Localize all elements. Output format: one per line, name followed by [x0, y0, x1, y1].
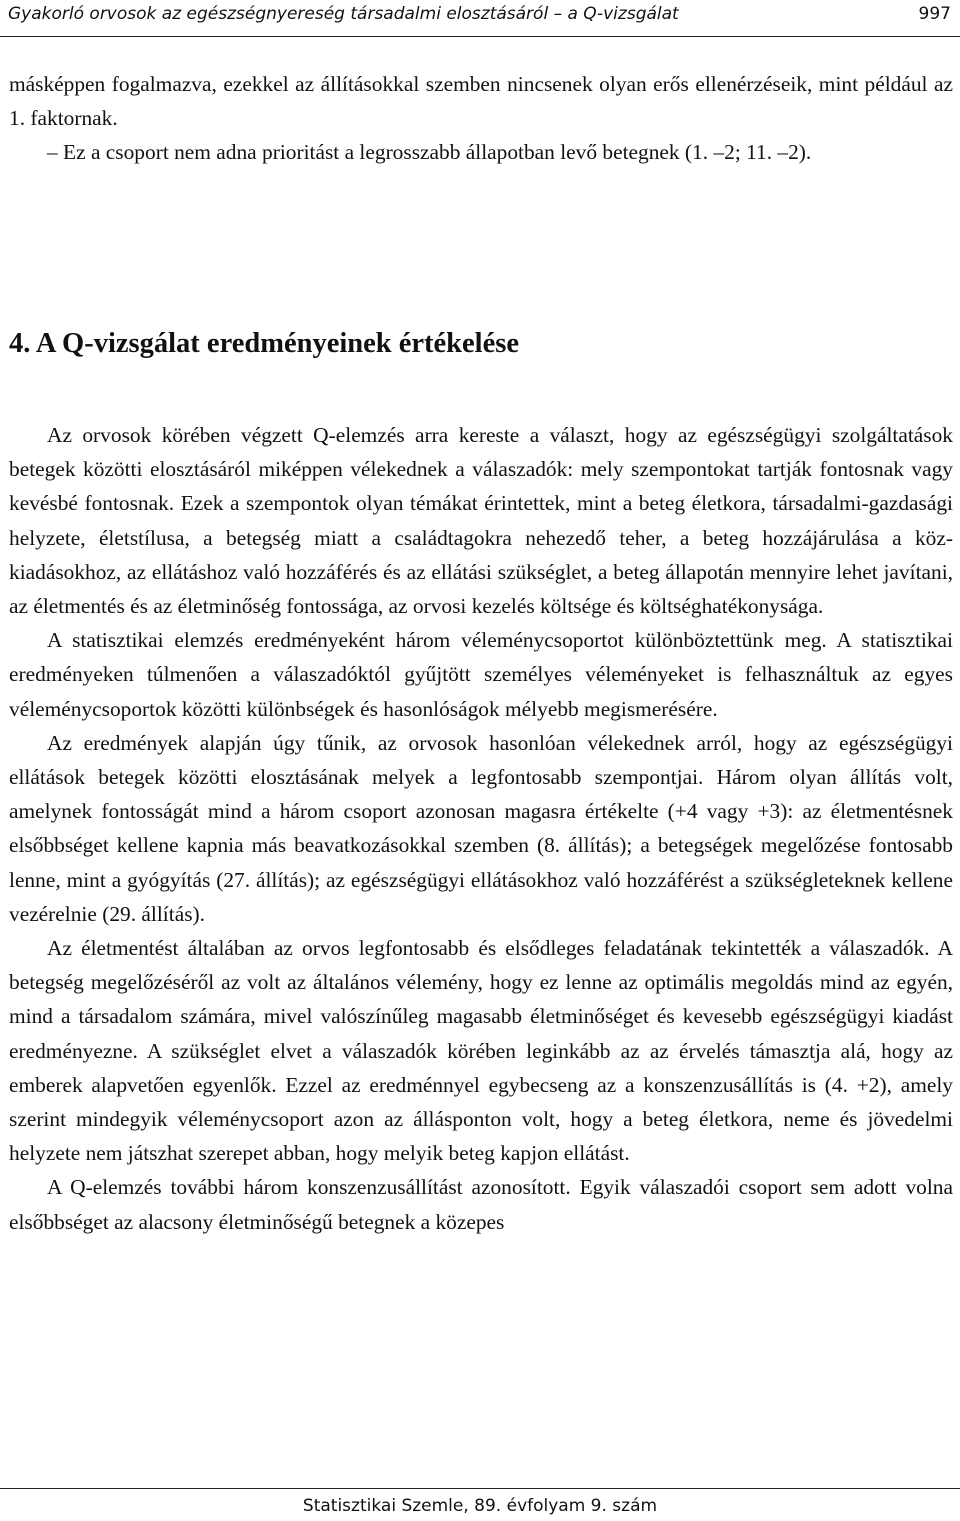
continuation-paragraph: másképpen fogalmazva, ezekkel az állításokkal szemben nincsenek olyan erős ellenérzéseik, mint például az 1. faktornak. [9, 72, 953, 131]
journal-citation: Statisztikai Szemle, 89. évfolyam 9. szám [302, 1496, 658, 1516]
section-body [9, 418, 953, 1239]
continuation-text [9, 67, 953, 170]
dash-list-item: – Ez a csoport nem adna prioritást a legrosszabb állapotban levő betegnek (1. –2; 11. –2). [47, 140, 812, 165]
running-header-title: Gyakorló orvosok az egészségnyereség társadalmi elosztásáról – a Q-vizsgálat [8, 4, 679, 24]
running-header [0, 0, 960, 37]
body-paragraph: Az orvosok körében végzett Q-elemzés arra kereste a választ, hogy az egészségügyi szolgáltatások betegek közötti elosztásáról miképpen vélekednek a válaszadók: mely szempontokat tartják fontosnak vagy kevésbé fontosnak. Ezek a szempontok olyan témákat érintettek, mint a beteg életkora, társadalmi-gazdasági helyzete, életstílusa, a betegség miatt a családtagokra nehezedő teher, a beteg hozzájárulása a közkiadásokhoz, az ellátáshoz való hozzáférés és az ellátási szükséglet, a beteg állapotán mennyire lehet javítani, az életmentés és az életminőség fontossága, az orvosi kezelés költsége és költséghatékonysága. [9, 423, 953, 619]
section-heading: 4. A Q-vizsgálat eredményeinek értékelése [9, 328, 519, 359]
body-paragraph: A Q-elemzés további három konszenzusállítást azonosított. Egyik válaszadói csoport sem adott volna elsőbbséget az alacsony életminőségű betegnek a közepes [9, 1175, 953, 1234]
body-paragraph: Az eredmények alapján úgy tűnik, az orvosok hasonlóan vélekednek arról, hogy az egészségügyi ellátások betegek közötti elosztásának melyek a legfontosabb szempontjai. Három olyan állítás volt, amelynek fontosságát mind a három csoport azonosan magasra értékelte (+4 vagy +3): az életmentésnek elsőbbséget kellene kapnia más beavatkozásokkal szemben (8. állítás); a betegségek megelőzése fontosabb lenne, mint a gyógyítás (27. állítás); az egészségügyi ellátásokhoz való hozzáférést a szükségleteknek kellene vezérelnie (29. állítás). [9, 730, 953, 926]
body-paragraph: Az életmentést általában az orvos legfontosabb és elsődleges feladatának tekintették a válaszadók. A betegség megelőzéséről az volt az általános vélemény, hogy ez lenne az optimális megoldás mind az egyén, mind a társadalom számára, mivel valószínűleg magasabb életminőséget és kevesebb egészségügyi kiadást eredményezne. A szükséglet elvet a válaszadók körében leginkább az az érvelés támasztja alá, hogy az emberek alapvetően egyenlők. Ezzel az eredménnyel egybecseng az a konszenzusállítás is (4. +2), amely szerint mindegyik véleménycsoport azon az állásponton volt, hogy a beteg életkora, neme és jövedelmi helyzete nem játszhat szerepet abban, hogy melyik beteg kapjon ellátást. [9, 936, 953, 1166]
body-paragraph: A statisztikai elemzés eredményeként három véleménycsoportot különböztettünk meg. A statisztikai eredményeken túlmenően a válaszadóktól gyűjtött személyes véleményeket is felhasználtuk az egyes véleménycsoportok közötti különbségek és hasonlóságok mélyebb megismerésére. [9, 628, 953, 721]
running-footer [0, 1488, 960, 1521]
page-number: 997 [918, 4, 951, 24]
